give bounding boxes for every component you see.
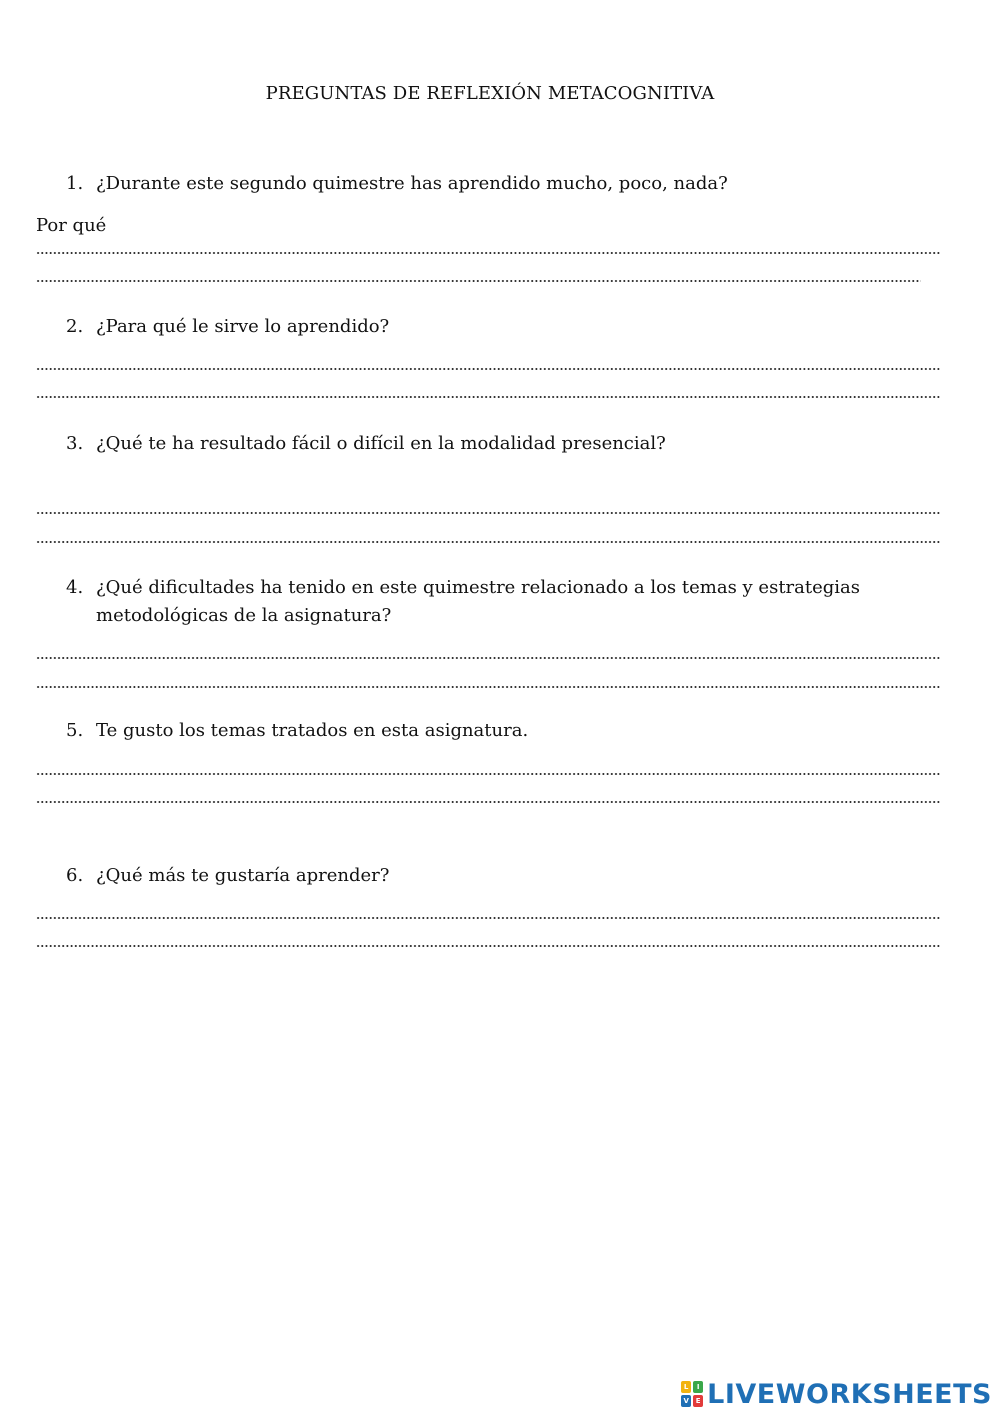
answer-line-5a[interactable] [36, 773, 941, 775]
question-number: 6. [66, 865, 84, 886]
question-text: ¿Para qué le sirve lo aprendido? [96, 316, 390, 337]
question-text: ¿Qué más te gustaría aprender? [96, 865, 390, 886]
question-number: 4. [66, 577, 84, 598]
brand-name: LIVEWORKSHEETS [707, 1378, 992, 1410]
question-text-continued: metodológicas de la asignatura? [96, 605, 392, 626]
logo-letter-e: E [693, 1395, 703, 1407]
worksheet-title: PREGUNTAS DE REFLEXIÓN METACOGNITIVA [265, 83, 715, 104]
answer-line-4a[interactable] [36, 657, 941, 659]
question-number: 3. [66, 433, 84, 454]
question-text: Te gusto los temas tratados en esta asignatura. [96, 720, 529, 741]
liveworksheets-logo-icon [681, 1381, 703, 1407]
answer-line-6b[interactable] [36, 945, 941, 947]
question-number: 1. [66, 173, 84, 194]
answer-line-5b[interactable] [36, 801, 941, 803]
liveworksheets-brand[interactable] [681, 1378, 992, 1410]
answer-line-2b[interactable] [36, 396, 941, 398]
answer-line-3a[interactable] [36, 512, 941, 514]
question-6 [66, 862, 389, 890]
logo-letter-l: L [681, 1381, 691, 1393]
question-1 [66, 170, 728, 198]
logo-letter-v: V [681, 1395, 691, 1407]
answer-line-1b[interactable] [36, 280, 921, 282]
answer-line-6a[interactable] [36, 917, 941, 919]
answer-line-1a[interactable] [36, 252, 941, 254]
question-text: ¿Qué te ha resultado fácil o difícil en la modalidad presencial? [96, 433, 666, 454]
logo-letter-i: I [693, 1381, 703, 1393]
answer-line-4b[interactable] [36, 686, 941, 688]
question-3 [66, 430, 666, 458]
answer-line-3b[interactable] [36, 541, 941, 543]
por-que-label: Por qué [36, 215, 107, 236]
question-number: 5. [66, 720, 84, 741]
question-text: ¿Qué dificultades ha tenido en este quimestre relacionado a los temas y estrategias [96, 577, 861, 598]
answer-line-2a[interactable] [36, 368, 941, 370]
question-2 [66, 313, 389, 341]
question-5 [66, 717, 528, 745]
question-4 [66, 574, 860, 630]
question-text: ¿Durante este segundo quimestre has aprendido mucho, poco, nada? [96, 173, 728, 194]
question-number: 2. [66, 316, 84, 337]
